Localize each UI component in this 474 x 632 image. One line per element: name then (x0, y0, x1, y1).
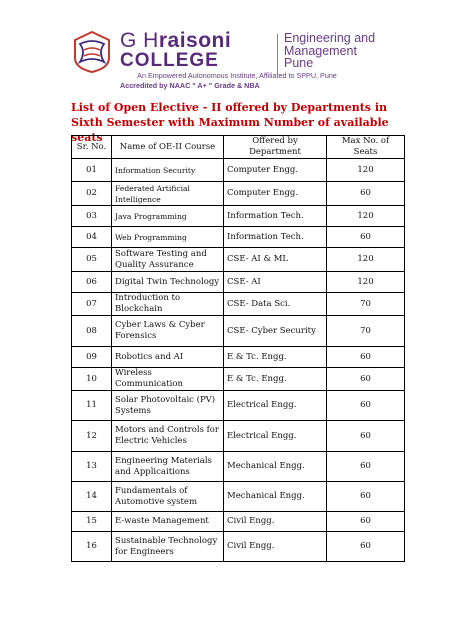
cell-seats: 60 (327, 421, 405, 452)
brand-college: COLLEGE (120, 50, 219, 71)
table-row (72, 512, 405, 532)
cell-seats: 70 (327, 316, 405, 347)
cell-seats: 60 (327, 391, 405, 421)
cell-dept: Mechanical Engg. (224, 482, 327, 512)
cell-course: E-waste Management (112, 512, 224, 532)
college-logo-icon (72, 30, 112, 74)
cell-course: Java Programming (112, 206, 224, 227)
cell-seats: 60 (327, 532, 405, 562)
cell-course: Introduction to Blockchain (112, 293, 224, 316)
table-row (72, 159, 405, 182)
column-header: Offered by Department (224, 136, 327, 159)
brand-gh: G H (120, 29, 159, 52)
cell-sr: 08 (72, 316, 112, 347)
cell-sr: 14 (72, 482, 112, 512)
cell-sr: 09 (72, 347, 112, 368)
cell-course: Sustainable Technology for Engineers (112, 532, 224, 562)
table-row (72, 347, 405, 368)
table-row (72, 391, 405, 421)
table-header-row (72, 136, 405, 159)
table-row (72, 316, 405, 347)
cell-course: Web Programming (112, 227, 224, 248)
electives-table (71, 135, 405, 562)
cell-seats: 60 (327, 368, 405, 391)
cell-seats: 120 (327, 206, 405, 227)
cell-course: Software Testing and Quality Assurance (112, 248, 224, 272)
cell-course: Wireless Communication (112, 368, 224, 391)
cell-seats: 70 (327, 293, 405, 316)
cell-dept: Mechanical Engg. (224, 452, 327, 482)
table-row (72, 532, 405, 562)
cell-dept: CSE- AI (224, 272, 327, 293)
cell-seats: 60 (327, 227, 405, 248)
cell-sr: 15 (72, 512, 112, 532)
cell-dept: E & Tc. Engg. (224, 347, 327, 368)
cell-dept: Information Tech. (224, 227, 327, 248)
cell-seats: 60 (327, 482, 405, 512)
accreditation: Accredited by NAAC " A+ " Grade & NBA (120, 81, 260, 90)
table-row (72, 368, 405, 391)
cell-course: Robotics and AI (112, 347, 224, 368)
cell-sr: 16 (72, 532, 112, 562)
table-row (72, 293, 405, 316)
cell-dept: CSE- AI & ML (224, 248, 327, 272)
cell-seats: 60 (327, 452, 405, 482)
cell-seats: 60 (327, 512, 405, 532)
cell-dept: Electrical Engg. (224, 421, 327, 452)
cell-sr: 10 (72, 368, 112, 391)
cell-sr: 05 (72, 248, 112, 272)
cell-sr: 04 (72, 227, 112, 248)
tagline: An Empowered Autonomous Institute, Affiliated to SPPU, Pune (137, 71, 337, 80)
cell-sr: 01 (72, 159, 112, 182)
brand-subtitle (284, 32, 375, 70)
brand-raisoni: raisoni (158, 29, 232, 52)
page-title: List of Open Elective - II offered by Departments in Sixth Semester with Maximum Number of available seats (71, 101, 389, 144)
cell-course: Solar Photovoltaic (PV) Systems (112, 391, 224, 421)
cell-dept: Civil Engg. (224, 532, 327, 562)
cell-course: Engineering Materials and Applicaitions (112, 452, 224, 482)
cell-sr: 02 (72, 182, 112, 206)
table-row (72, 206, 405, 227)
table-row (72, 452, 405, 482)
cell-sr: 06 (72, 272, 112, 293)
cell-course: Cyber Laws & Cyber Forensics (112, 316, 224, 347)
cell-course: Information Security (112, 159, 224, 182)
table-row (72, 421, 405, 452)
cell-sr: 13 (72, 452, 112, 482)
cell-sr: 12 (72, 421, 112, 452)
column-header: Sr. No. (72, 136, 112, 159)
cell-course: Digital Twin Technology (112, 272, 224, 293)
cell-course: Motors and Controls for Electric Vehicles (112, 421, 224, 452)
table-row (72, 227, 405, 248)
cell-sr: 07 (72, 293, 112, 316)
cell-course: Fundamentals of Automotive system (112, 482, 224, 512)
cell-dept: CSE- Data Sci. (224, 293, 327, 316)
cell-course: Federated Artificial Intelligence (112, 182, 224, 206)
cell-dept: Civil Engg. (224, 512, 327, 532)
header-divider (277, 34, 278, 74)
cell-dept: CSE- Cyber Security (224, 316, 327, 347)
brand-subtitle-line-1: Engineering and (284, 31, 376, 45)
cell-sr: 11 (72, 391, 112, 421)
column-header: Max No. of Seats (327, 136, 405, 159)
table-row (72, 248, 405, 272)
brand-subtitle-line-2: Management (284, 43, 357, 58)
brand-subtitle-line-3: Pune (284, 56, 314, 70)
cell-dept: E & Tc. Engg. (224, 368, 327, 391)
cell-seats: 60 (327, 347, 405, 368)
cell-seats: 120 (327, 159, 405, 182)
cell-seats: 60 (327, 182, 405, 206)
table-row (72, 182, 405, 206)
cell-dept: Computer Engg. (224, 182, 327, 206)
table-row (72, 482, 405, 512)
brand-name (120, 30, 231, 52)
cell-seats: 120 (327, 272, 405, 293)
column-header: Name of OE-II Course (112, 136, 224, 159)
cell-dept: Information Tech. (224, 206, 327, 227)
cell-dept: Electrical Engg. (224, 391, 327, 421)
letterhead (0, 0, 474, 100)
cell-sr: 03 (72, 206, 112, 227)
table-row (72, 272, 405, 293)
cell-seats: 120 (327, 248, 405, 272)
cell-dept: Computer Engg. (224, 159, 327, 182)
